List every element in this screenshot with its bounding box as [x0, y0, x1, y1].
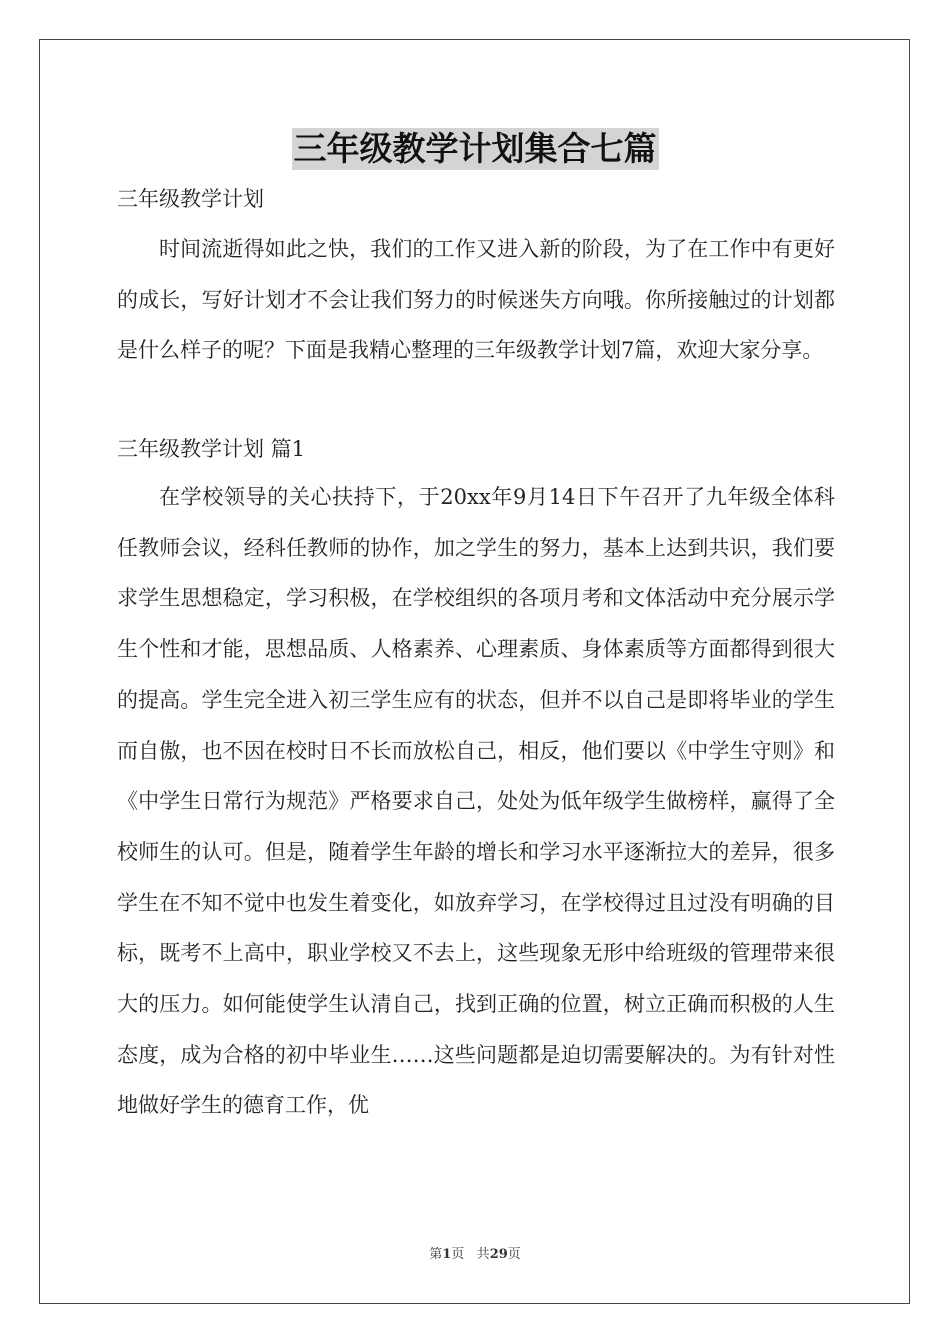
footer-total-prefix: 共: [476, 1247, 490, 1262]
footer-page-prefix: 第: [429, 1247, 443, 1262]
footer-page-number: 1: [442, 1247, 452, 1262]
footer-total-suffix: 页: [507, 1247, 521, 1262]
footer-page-suffix: 页: [451, 1247, 465, 1262]
intro-paragraph: 时间流逝得如此之快，我们的工作又进入新的阶段，为了在工作中有更好的成长，写好计划才不会让我们努力的时候迷失方向哦。你所接触过的计划都是什么样子的呢？下面是我精心整理的三年级教学计划7篇，欢迎大家分享。: [117, 237, 835, 363]
section-1-heading: 三年级教学计划 篇1: [117, 437, 306, 461]
title-container: [0, 128, 950, 170]
intro-heading: 三年级教学计划: [117, 187, 264, 211]
footer-total-pages: 29: [489, 1247, 508, 1262]
section-1-paragraph: 在学校领导的关心扶持下，于20xx年9月14日下午召开了九年级全体科任教师会议，经科任教师的协作，加之学生的努力，基本上达到共识，我们要求学生思想稳定，学习积极，在学校组织的各项月考和文体活动中充分展示学生个性和才能，思想品质、人格素养、心理素质、身体素质等方面都得到很大的提高。学生完全进入初三学生应有的状态，但并不以自己是即将毕业的学生而自傲，也不因在校时日不长而放松自己，相反，他们要以《中学生守则》和《中学生日常行为规范》严格要求自己，处处为低年级学生做榜样，赢得了全校师生的认可。但是，随着学生年龄的增长和学习水平逐渐拉大的差异，很多学生在不知不觉中也发生着变化，如放弃学习，在学校得过且过没有明确的目标，既考不上高中，职业学校又不去上，这些现象无形中给班级的管理带来很大的压力。如何能使学生认清自己，找到正确的位置，树立正确而积极的人生态度，成为合格的初中毕业生……这些问题都是迫切需要解决的。为有针对性地做好学生的德育工作，优: [117, 485, 835, 1118]
page-footer: [0, 1246, 950, 1264]
document-title: 三年级教学计划集合七篇: [293, 129, 657, 168]
